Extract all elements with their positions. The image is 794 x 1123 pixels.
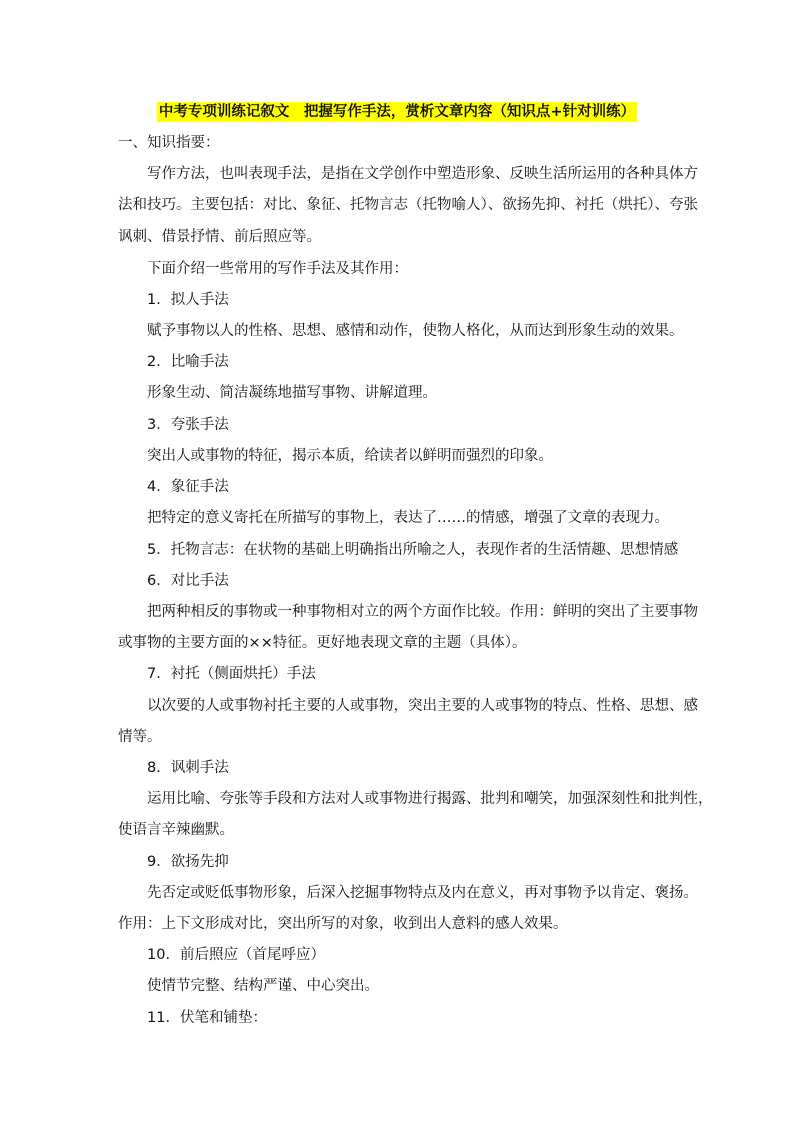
item-heading: 1．拟人手法: [147, 292, 229, 308]
item-heading: 11．伏笔和铺垫：: [147, 1010, 267, 1026]
item-description: 以次要的人或事物衬托主要的人或事物，突出主要的人或事物的特点、性格、思想、感: [147, 698, 698, 714]
item-description: 情等。: [118, 729, 162, 745]
item-description: 作用：上下文形成对比，突出所写的对象，收到出人意料的感人效果。: [118, 916, 568, 932]
item-description: 赋予事物以人的性格、思想、感情和动作，使物人格化，从而达到形象生动的效果。: [147, 323, 684, 339]
document-title: 中考专项训练记叙文 把握写作手法，赏析文章内容（知识点+针对训练）: [158, 104, 636, 120]
item-heading: 8．讽刺手法: [147, 760, 229, 776]
item-heading: 9．欲扬先抑: [147, 854, 229, 870]
item-description: 把两种相反的事物或一种事物相对立的两个方面作比较。作用：鲜明的突出了主要事物: [147, 604, 698, 620]
item-heading: 2．比喻手法: [147, 354, 229, 370]
item-description: 运用比喻、夸张等手段和方法对人或事物进行揭露、批判和嘲笑，加强深刻性和批判性，: [147, 791, 713, 807]
item-description: 先否定或贬低事物形象，后深入挖掘事物特点及内在意义，再对事物予以肯定、褒扬。: [147, 885, 698, 901]
item-heading: 5．托物言志：在状物的基础上明确指出所喻之人，表现作者的生活情趣、思想情感: [147, 542, 679, 558]
item-description: 把特定的意义寄托在所描写的事物上，表达了……的情感，增强了文章的表现力。: [147, 510, 669, 526]
intro-paragraph-line: 写作方法，也叫表现手法，是指在文学创作中塑造形象、反映生活所运用的各种具体方: [147, 166, 698, 182]
section-heading: 一、知识指要：: [118, 135, 220, 151]
intro-paragraph-2: 下面介绍一些常用的写作手法及其作用：: [147, 261, 408, 277]
intro-paragraph-line: 法和技巧。主要包括：对比、象征、托物言志（托物喻人）、欲扬先抑、衬托（烘托）、夸张: [118, 197, 698, 213]
item-heading: 3．夸张手法: [147, 417, 229, 433]
item-description: 形象生动、简洁凝练地描写事物、讲解道理。: [147, 385, 437, 401]
item-description: 使情节完整、结构严谨、中心突出。: [147, 978, 379, 994]
item-heading: 10．前后照应（首尾呼应）: [147, 947, 325, 963]
item-heading: 6．对比手法: [147, 573, 229, 589]
item-description: 使语言辛辣幽默。: [118, 822, 234, 838]
item-heading: 7．衬托（侧面烘托）手法: [147, 666, 316, 682]
title-row: [0, 101, 794, 122]
intro-paragraph-line: 讽刺、借景抒情、前后照应等。: [118, 229, 321, 245]
item-heading: 4．象征手法: [147, 479, 229, 495]
item-description: 或事物的主要方面的××特征。更好地表现文章的主题（具体）。: [118, 635, 527, 651]
item-description: 突出人或事物的特征，揭示本质，给读者以鲜明而强烈的印象。: [147, 448, 553, 464]
